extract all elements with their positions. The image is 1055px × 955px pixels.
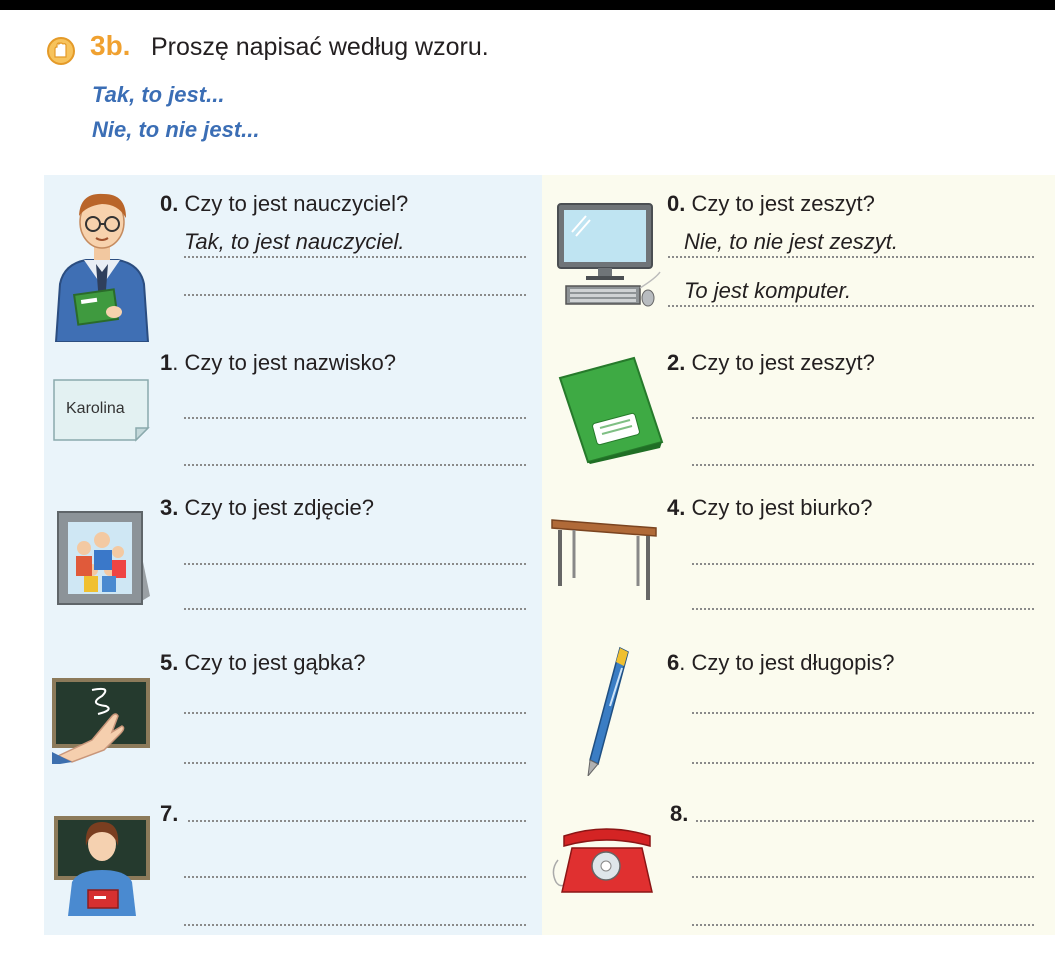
answer-line[interactable] bbox=[692, 608, 1034, 610]
answer-line[interactable] bbox=[188, 820, 526, 822]
answer-0-left-line1: Tak, to jest nauczyciel. bbox=[184, 229, 405, 254]
question-4: 4. Czy to jest biurko? bbox=[667, 495, 873, 520]
question-6: 6. Czy to jest długopis? bbox=[667, 650, 895, 675]
computer-illustration bbox=[556, 202, 662, 310]
answer-line[interactable] bbox=[692, 464, 1034, 466]
exercise-number: 3b. bbox=[90, 30, 131, 61]
question-8: 8. bbox=[670, 801, 689, 826]
answer-line[interactable] bbox=[692, 924, 1034, 926]
answer-line[interactable] bbox=[184, 608, 526, 610]
question-2: 2. Czy to jest zeszyt? bbox=[667, 350, 875, 375]
question-5: 5. Czy to jest gąbka? bbox=[160, 650, 366, 675]
photo-frame-illustration bbox=[54, 508, 152, 608]
exercise-instruction: Proszę napisać według wzoru. bbox=[151, 33, 489, 61]
teacher-illustration bbox=[52, 186, 152, 342]
desk-illustration bbox=[550, 516, 660, 602]
pattern-no: Nie, to nie jest... bbox=[92, 117, 260, 142]
answer-line[interactable] bbox=[692, 417, 1034, 419]
question-0-left: 0. Czy to jest nauczyciel? bbox=[160, 191, 409, 216]
answer-line[interactable] bbox=[692, 712, 1034, 714]
question-1: 1. Czy to jest nazwisko? bbox=[160, 350, 396, 375]
answer-line[interactable] bbox=[184, 563, 526, 565]
answer-line[interactable] bbox=[184, 256, 526, 258]
top-black-bar bbox=[0, 0, 1055, 10]
pen-illustration bbox=[582, 646, 632, 776]
answer-line[interactable] bbox=[184, 712, 526, 714]
name-card-text: Karolina bbox=[66, 400, 125, 417]
female-teacher-illustration bbox=[54, 812, 152, 916]
pattern-yes: Tak, to jest... bbox=[92, 82, 225, 107]
answer-line[interactable] bbox=[668, 256, 1034, 258]
answer-line[interactable] bbox=[184, 294, 526, 296]
hand-raise-icon bbox=[46, 36, 76, 66]
answer-line[interactable] bbox=[668, 305, 1034, 307]
answer-line[interactable] bbox=[692, 563, 1034, 565]
answer-line[interactable] bbox=[184, 417, 526, 419]
answer-0-right-line1: Nie, to nie jest zeszyt. bbox=[684, 229, 898, 254]
answer-0-right-line2: To jest komputer. bbox=[684, 278, 852, 303]
answer-line[interactable] bbox=[184, 762, 526, 764]
answer-line[interactable] bbox=[184, 924, 526, 926]
answer-line[interactable] bbox=[184, 876, 526, 878]
answer-line[interactable] bbox=[184, 464, 526, 466]
question-3: 3. Czy to jest zdjęcie? bbox=[160, 495, 374, 520]
question-0-right: 0. Czy to jest zeszyt? bbox=[667, 191, 875, 216]
answer-line[interactable] bbox=[692, 762, 1034, 764]
blackboard-sponge-illustration bbox=[52, 676, 152, 764]
answer-line[interactable] bbox=[692, 876, 1034, 878]
question-7: 7. bbox=[160, 801, 179, 826]
answer-line[interactable] bbox=[696, 820, 1034, 822]
telephone-illustration bbox=[550, 826, 660, 896]
notebook-illustration bbox=[556, 356, 666, 464]
